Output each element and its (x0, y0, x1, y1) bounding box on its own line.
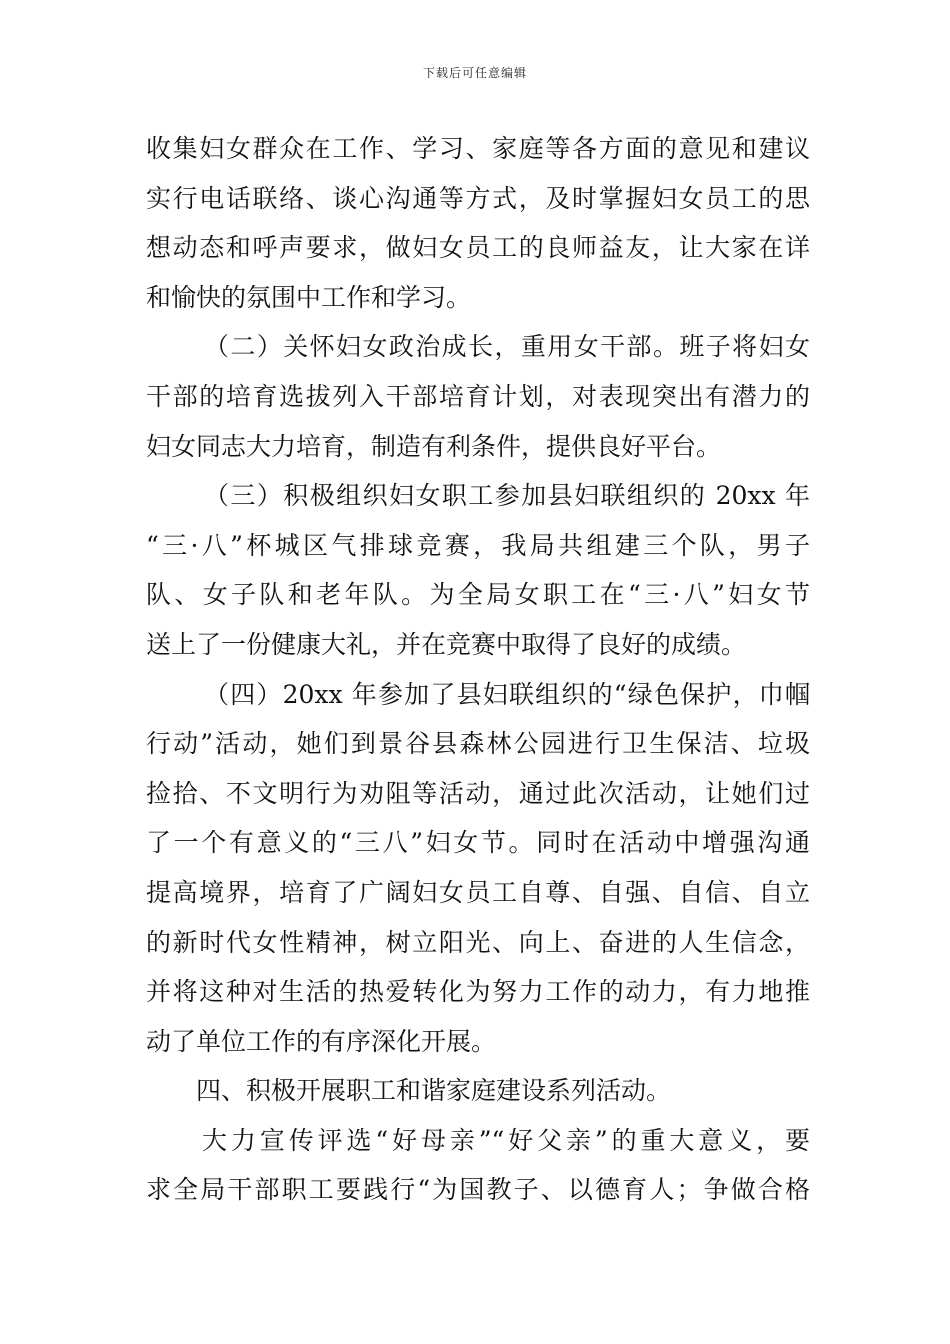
text-line: 大力宣传评选“好母亲”“好父亲”的重大意义，要 (202, 1125, 810, 1155)
text-line: 收集妇女群众在工作、学习、家庭等各方面的意见和建议 (146, 134, 810, 163)
text-line: 的新时代女性精神，树立阳光、向上、奋进的人生信念， (146, 927, 810, 957)
text-line: “三·八”杯城区气排球竞赛，我局共组建三个队，男子 (146, 530, 810, 560)
text-line: 队、女子队和老年队。为全局女职工在“三·八”妇女节 (146, 580, 810, 610)
text-line: 和愉快的氛围中工作和学习。 (146, 282, 472, 312)
text-line: 捡拾、不文明行为劝阻等活动，通过此次活动，让她们过 (146, 778, 810, 808)
text-line: 行动”活动，她们到景谷县森林公园进行卫生保洁、垃圾 (146, 729, 810, 759)
text-line: （四）20xx 年参加了县妇联组织的“绿色保护，巾帼 (204, 679, 810, 709)
text-line: 妇女同志大力培育，制造有利条件，提供良好平台。 (146, 431, 722, 461)
text-line: 了一个有意义的“三八”妇女节。同时在活动中增强沟通 (146, 828, 810, 858)
text-line: 想动态和呼声要求，做妇女员工的良师益友，让大家在详 (146, 233, 810, 263)
text-line: （三）积极组织妇女职工参加县妇联组织的 20xx 年 (204, 481, 810, 511)
document-body (146, 124, 810, 1215)
text-line: （二）关怀妇女政治成长，重用女干部。班子将妇女 (204, 332, 810, 362)
text-line: 实行电话联络、谈心沟通等方式，及时掌握妇女员工的思 (146, 183, 810, 213)
text-line: 并将这种对生活的热爱转化为努力工作的动力，有力地推 (146, 977, 810, 1007)
text-line: 送上了一份健康大礼，并在竞赛中取得了良好的成绩。 (146, 629, 747, 659)
text-line: 求全局干部职工要践行“为国教子、以德育人；争做合格 (146, 1175, 810, 1205)
text-line: 干部的培育选拔列入干部培育计划，对表现突出有潜力的 (146, 381, 810, 411)
text-line: 动了单位工作的有序深化开展。 (146, 1026, 497, 1056)
section-heading: 四、积极开展职工和谐家庭建设系列活动。 (196, 1076, 672, 1106)
page-header-note: 下载后可任意编辑 (422, 66, 527, 80)
text-line: 提高境界，培育了广阔妇女员工自尊、自强、自信、自立 (146, 877, 810, 907)
